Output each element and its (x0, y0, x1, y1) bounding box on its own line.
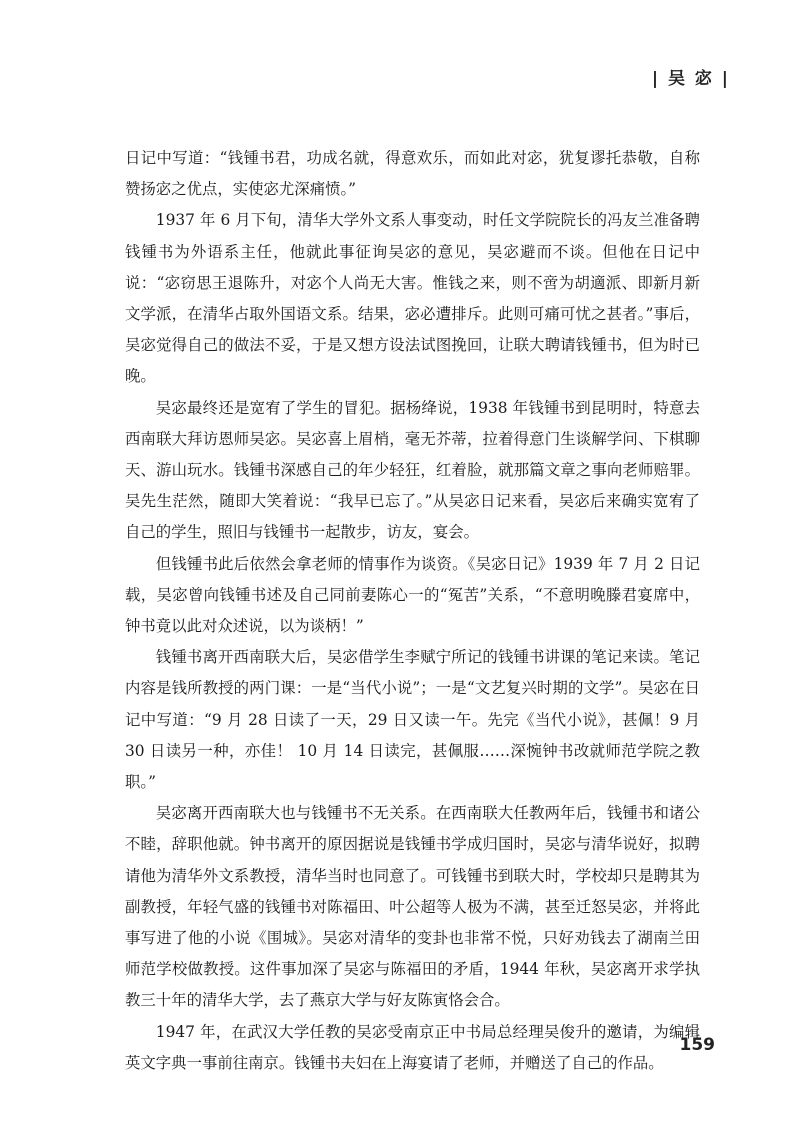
paragraph: 但钱锺书此后依然会拿老师的情事作为谈资。《吴宓日记》1939 年 7 月 2 日记载，吴宓曾向钱锺书述及自己同前妻陈心一的“冤苦”关系，“不意明晚滕君宴席中，钟书竟以此对众述说，以为谈柄！” (125, 554, 700, 636)
running-header: | 吴 宓 | (651, 69, 730, 89)
paragraph: 吴宓最终还是宽宥了学生的冒犯。据杨绛说，1938 年钱锺书到昆明时，特意去西南联大拜访恩师吴宓。吴宓喜上眉梢，毫无芥蒂，拉着得意门生谈解学问、下棋聊天、游山玩水。钱锺书深感自己的年少轻狂，红着脸，就那篇文章之事向老师赔罪。吴先生茫然，随即大笑着说：“我早已忘了。”从吴宓日记来看，吴宓后来确实宽宥了自己的学生，照旧与钱锺书一起散步，访友，宴会。 (125, 398, 700, 542)
paragraph: 1937 年 6 月下旬，清华大学外文系人事变动，时任文学院院长的冯友兰准备聘钱锺书为外语系主任，他就此事征询吴宓的意见，吴宓避而不谈。但他在日记中说：“宓窃思王退陈升，对宓个人尚无大害。惟钱之来，则不啻为胡適派、即新月新文学派，在清华占取外国语文系。结果，宓必遭排斥。此则可痛可忧之甚者。”事后，吴宓觉得自己的做法不妥，于是又想方设法试图挽回，让联大聘请钱锺书，但为时已晚。 (125, 211, 700, 386)
page-number: 159 (679, 1035, 715, 1055)
paragraph: 日记中写道：“钱锺书君，功成名就，得意欢乐，而如此对宓，犹复谬托恭敬，自称赞扬宓之优点，实使宓尤深痛愤。” (125, 149, 700, 199)
paragraph: 吴宓离开西南联大也与钱锺书不无关系。在西南联大任教两年后，钱锺书和诸公不睦，辞职他就。钟书离开的原因据说是钱锺书学成归国时，吴宓与清华说好，拟聘请他为清华外文系教授，清华当时也同意了。可钱锺书到联大时，学校却只是聘其为副教授，年轻气盛的钱锺书对陈福田、叶公超等人极为不满，甚至迁怒吴宓，并将此事写进了他的小说《围城》。吴宓对清华的变卦也非常不悦，只好劝钱去了湖南兰田师范学校做教授。这件事加深了吴宓与陈福田的矛盾，1944 年秋，吴宓离开求学执教三十年的清华大学，去了燕京大学与好友陈寅恪会合。 (125, 804, 700, 1010)
paragraph: 钱锺书离开西南联大后，吴宓借学生李赋宁所记的钱锺书讲课的笔记来读。笔记内容是钱所教授的两门课：一是“当代小说”；一是“文艺复兴时期的文学”。吴宓在日记中写道：“9 月 28 日读了一天，29 日又读一午。先完《当代小说》，甚佩！9 月 30 日读另一种，亦佳！ 10 月 14 日读完，甚佩服……深惋钟书改就师范学院之教职。” (125, 648, 700, 792)
body-text (125, 143, 700, 1079)
paragraph: 1947 年，在武汉大学任教的吴宓受南京正中书局总经理吴俊升的邀请，为编辑英文字典一事前往南京。钱锺书夫妇在上海宴请了老师，并赠送了自己的作品。 (125, 1022, 700, 1072)
